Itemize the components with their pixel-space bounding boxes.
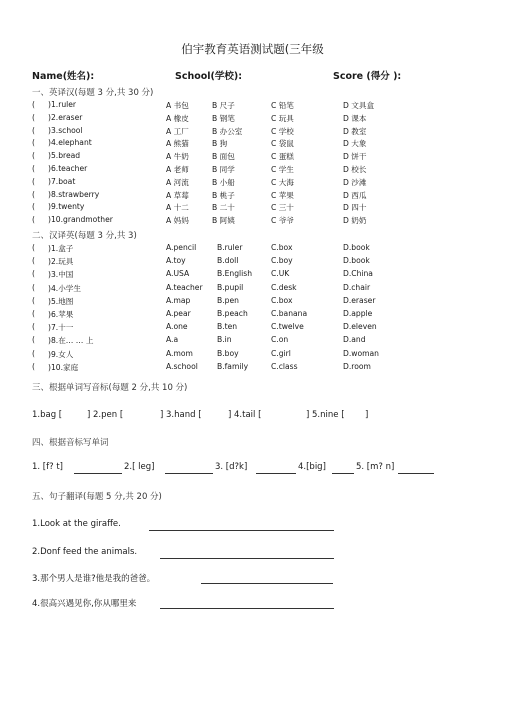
option-c: C 玩具 — [271, 113, 294, 123]
option-c: C 爷爷 — [271, 216, 294, 226]
option-b: B.ruler — [217, 243, 243, 252]
option-c: C 学校 — [271, 126, 294, 136]
option-a: A.pear — [166, 309, 191, 318]
option-d: D 大象 — [343, 139, 367, 149]
answer-line[interactable] — [149, 530, 334, 531]
question-row — [0, 164, 505, 176]
answer-line[interactable] — [332, 473, 354, 474]
option-b: B.pen — [217, 295, 239, 305]
question-text: )7.十一 — [48, 323, 74, 333]
section3-items — [32, 410, 482, 424]
option-a: A 牛奶 — [166, 152, 189, 162]
answer-bracket[interactable]: ( — [32, 361, 35, 371]
option-d: D.apple — [343, 309, 373, 318]
option-b: B.in — [217, 335, 232, 345]
option-b: B 同学 — [212, 165, 235, 174]
answer-bracket[interactable]: ( — [32, 138, 35, 148]
answer-bracket[interactable]: ( — [32, 269, 35, 279]
option-d: D.and — [343, 335, 366, 345]
question-row — [0, 256, 505, 268]
option-d: D 课本 — [343, 113, 367, 123]
section2-heading: 二、汉译英(每题 3 分,共 3) — [32, 231, 137, 241]
option-b: B 面包 — [212, 152, 235, 162]
question-row — [0, 177, 505, 189]
option-b: B.peach — [217, 309, 248, 318]
phonetic-item: ] 2.pen [ — [87, 410, 124, 420]
option-b: B 二十 — [212, 203, 235, 213]
answer-line[interactable] — [74, 473, 122, 474]
question-text: )9.女人 — [48, 349, 74, 359]
question-text: )10.grandmother — [48, 215, 113, 225]
answer-line[interactable] — [201, 583, 333, 584]
phonetic-item: 1.bag [ — [32, 410, 63, 420]
option-a: A 工厂 — [166, 126, 189, 136]
question-text: )5.bread — [48, 151, 81, 161]
answer-bracket[interactable]: ( — [32, 202, 35, 212]
option-d: D.chair — [343, 282, 371, 292]
question-row — [0, 243, 505, 255]
option-d: D.woman — [343, 348, 379, 358]
option-c: C 大海 — [271, 177, 294, 187]
name-label: Name(姓名): — [32, 71, 95, 82]
sentence-2: 2.Donf feed the animals. — [32, 547, 138, 557]
option-a: A.school — [166, 361, 198, 371]
question-text: )3.中国 — [48, 270, 74, 280]
phonetic-prompt: 5. [m? n] — [356, 462, 395, 472]
phonetic-item: ] 5.nine [ — [306, 410, 345, 420]
option-d: D.eraser — [343, 295, 376, 305]
answer-bracket[interactable]: ( — [32, 151, 35, 161]
option-d: D 饼干 — [343, 152, 367, 162]
question-row — [0, 322, 505, 334]
question-row — [0, 269, 505, 281]
answer-bracket[interactable]: ( — [32, 295, 35, 305]
option-c: C.UK — [271, 269, 290, 279]
sentence-3: 3.那个男人是谁?他是我的爸爸。 — [32, 574, 156, 584]
answer-bracket[interactable]: ( — [32, 164, 35, 173]
question-text: )10.家庭 — [48, 362, 79, 372]
question-text: )4.小学生 — [48, 283, 81, 293]
option-b: B 尺子 — [212, 101, 235, 110]
answer-line[interactable] — [256, 473, 296, 474]
option-c: C 蛋糕 — [271, 152, 294, 162]
option-b: B.pupil — [217, 282, 244, 292]
option-a: A 老师 — [166, 165, 189, 174]
answer-line[interactable] — [165, 473, 213, 474]
question-text: )1.盒子 — [48, 244, 74, 253]
answer-bracket[interactable]: ( — [32, 256, 35, 266]
answer-bracket[interactable]: ( — [32, 125, 35, 135]
option-c: C 三十 — [271, 203, 294, 213]
answer-bracket[interactable]: ( — [32, 100, 35, 109]
phonetic-item: ] — [365, 410, 369, 420]
answer-bracket[interactable]: ( — [32, 189, 35, 199]
question-text: )7.boat — [48, 176, 76, 186]
question-row — [0, 215, 505, 227]
option-c: C 铅笔 — [271, 101, 294, 110]
option-d: D 西瓜 — [343, 190, 367, 200]
option-a: A.toy — [166, 256, 186, 266]
question-text: )5.地图 — [48, 296, 74, 306]
answer-bracket[interactable]: ( — [32, 282, 35, 292]
option-b: B 狗 — [212, 139, 228, 149]
option-c: C.on — [271, 335, 289, 345]
option-c: C.twelve — [271, 322, 304, 332]
option-d: D 校长 — [343, 165, 367, 174]
option-d: D 沙滩 — [343, 177, 367, 187]
question-row — [0, 113, 505, 125]
option-d: D.China — [343, 269, 373, 279]
answer-bracket[interactable]: ( — [32, 215, 35, 225]
sentence-4: 4.很高兴遇见你,你从哪里来 — [32, 599, 137, 609]
question-row — [0, 283, 505, 295]
sentence-1: 1.Look at the giraffe. — [32, 519, 121, 529]
question-text: )8.在… … 上 — [48, 336, 94, 346]
answer-bracket[interactable]: ( — [32, 335, 35, 345]
option-c: C 学生 — [271, 165, 294, 174]
option-a: A 妈妈 — [166, 216, 189, 226]
score-label: Score (得分 ): — [333, 71, 402, 82]
option-c: C.box — [271, 295, 293, 305]
answer-line[interactable] — [160, 558, 334, 559]
option-d: D 教室 — [343, 126, 367, 136]
question-text: )6.苹果 — [48, 310, 74, 319]
answer-bracket[interactable]: ( — [32, 112, 35, 122]
section5-heading: 五、句子翻译(每题 5 分,共 20 分) — [32, 492, 162, 502]
answer-bracket[interactable]: ( — [32, 309, 35, 318]
option-b: B.doll — [217, 256, 239, 266]
section4-heading: 四、根据音标写单词 — [32, 438, 109, 448]
option-b: B 办公室 — [212, 126, 243, 136]
phonetic-prompt: 1. [f? t] — [32, 462, 63, 472]
section1-heading: 一、英译汉(每题 3 分,共 30 分) — [32, 88, 154, 98]
question-text: )1.ruler — [48, 100, 77, 109]
option-a: A.mom — [166, 348, 193, 358]
option-c: C 袋鼠 — [271, 139, 294, 149]
option-a: A 十二 — [166, 203, 189, 213]
section4-items — [32, 462, 482, 478]
question-text: )3.school — [48, 125, 83, 135]
option-b: B.English — [217, 269, 253, 279]
phonetic-item: ] 4.tail [ — [228, 410, 262, 420]
option-d: D.book — [343, 256, 370, 266]
option-c: C.banana — [271, 309, 308, 318]
option-a: A 书包 — [166, 101, 189, 110]
option-d: D.room — [343, 361, 371, 371]
phonetic-prompt: 2.[ leg] — [124, 462, 155, 472]
option-a: A.pencil — [166, 243, 197, 252]
question-row — [0, 335, 505, 347]
option-a: A 河流 — [166, 177, 189, 187]
answer-line[interactable] — [398, 473, 434, 474]
option-c: C.box — [271, 243, 293, 252]
option-a: A.map — [166, 295, 191, 305]
question-text: )2.eraser — [48, 112, 83, 122]
phonetic-prompt: 4.[big] — [298, 462, 326, 472]
question-text: )6.teacher — [48, 164, 88, 173]
answer-bracket[interactable]: ( — [32, 243, 35, 252]
question-row — [0, 309, 505, 321]
option-d: D.eleven — [343, 322, 377, 332]
question-row — [0, 126, 505, 138]
question-row — [0, 202, 505, 214]
option-b: B 阿姨 — [212, 216, 235, 226]
page-title: 伯宇教育英语测试题(三年级 — [181, 42, 324, 56]
section3-heading: 三、根据单词写音标(每题 2 分,共 10 分) — [32, 383, 188, 393]
question-text: )2.玩具 — [48, 257, 74, 267]
option-c: C 苹果 — [271, 190, 294, 200]
option-d: D.book — [343, 243, 370, 252]
question-text: )4.elephant — [48, 138, 92, 148]
option-c: C.boy — [271, 256, 293, 266]
option-b: B 桃子 — [212, 190, 235, 200]
option-b: B 小船 — [212, 177, 235, 187]
question-row — [0, 151, 505, 163]
option-b: B.ten — [217, 322, 238, 332]
question-row — [0, 100, 505, 112]
option-d: D 文具盒 — [343, 101, 375, 110]
option-a: A.teacher — [166, 282, 203, 292]
question-row — [0, 190, 505, 202]
answer-bracket[interactable]: ( — [32, 176, 35, 186]
phonetic-item: ] 3.hand [ — [160, 410, 202, 420]
option-b: B.family — [217, 361, 249, 371]
answer-bracket[interactable]: ( — [32, 348, 35, 358]
option-a: A 橡皮 — [166, 113, 189, 123]
option-c: C.girl — [271, 348, 291, 358]
school-label: School(学校): — [175, 71, 243, 82]
option-b: B.boy — [217, 348, 239, 358]
question-text: )8.strawberry — [48, 189, 100, 199]
option-a: A.USA — [166, 269, 190, 279]
question-text: )9.twenty — [48, 202, 85, 212]
question-row — [0, 296, 505, 308]
phonetic-prompt: 3. [d?k] — [215, 462, 248, 472]
answer-line[interactable] — [160, 608, 334, 609]
option-b: B 钢笔 — [212, 113, 235, 123]
option-d: D 奶奶 — [343, 216, 367, 226]
question-row — [0, 138, 505, 150]
option-a: A.one — [166, 322, 188, 332]
option-c: C.desk — [271, 282, 297, 292]
option-d: D 四十 — [343, 203, 367, 213]
question-row — [0, 362, 505, 374]
option-a: A 草莓 — [166, 190, 189, 200]
option-c: C.class — [271, 361, 298, 371]
question-row — [0, 349, 505, 361]
answer-bracket[interactable]: ( — [32, 322, 35, 332]
option-a: A.a — [166, 335, 179, 345]
option-a: A 熊猫 — [166, 139, 189, 149]
